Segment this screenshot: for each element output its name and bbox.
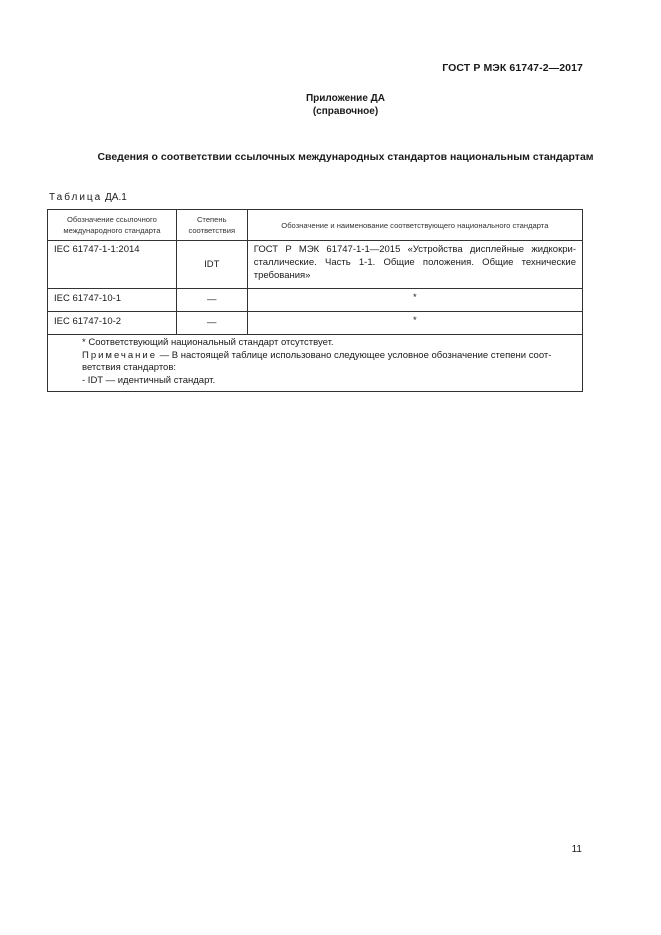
- cell-national-standard: ГОСТ Р МЭК 61747-1-1—2015 «Устройства дисплейные жидкокри-сталлические. Часть 1-1. Общие положения. Общие технические требования»: [247, 241, 582, 289]
- cell-intl-standard: IEC 61747-10-2: [48, 312, 177, 335]
- cell-degree: —: [176, 312, 247, 335]
- column-header-intl: Обозначение ссылочного международного стандарта: [48, 210, 177, 241]
- table-caption-prefix: Таблица: [49, 192, 103, 203]
- standard-code-header: ГОСТ Р МЭК 61747-2—2017: [442, 62, 583, 74]
- table-row: [48, 289, 583, 312]
- correspondence-table: [47, 209, 583, 392]
- cell-degree: IDT: [176, 241, 247, 289]
- table-row: [48, 312, 583, 335]
- table-caption: [49, 192, 127, 203]
- section-title: Сведения о соответствии ссылочных международных стандартов национальным стандартам: [97, 151, 594, 163]
- table-row: [48, 241, 583, 289]
- note-paragraph: [54, 350, 576, 375]
- table-notes: [48, 335, 583, 392]
- column-header-national: Обозначение и наименование соответствующего национального стандарта: [247, 210, 582, 241]
- cell-national-standard: *: [247, 289, 582, 312]
- note-text: — В настоящей таблице использовано следующее условное обозначение степени соот-ветствия стандартов:: [82, 349, 552, 373]
- appendix-title: Приложение ДА: [305, 93, 386, 104]
- appendix-subtitle: (справочное): [312, 106, 379, 117]
- cell-national-standard: *: [247, 312, 582, 335]
- table-header-row: [48, 210, 583, 241]
- cell-intl-standard: IEC 61747-1-1:2014: [48, 241, 177, 289]
- appendix-heading: [0, 92, 661, 118]
- cell-degree: —: [176, 289, 247, 312]
- legend-text: - IDT — идентичный стандарт.: [82, 374, 216, 386]
- table-caption-number: ДА.1: [105, 192, 127, 203]
- cell-intl-standard: IEC 61747-10-1: [48, 289, 177, 312]
- note-label: Примечание: [82, 349, 157, 361]
- footnote-text: * Соответствующий национальный стандарт отсутствует.: [82, 337, 334, 348]
- table-notes-row: [48, 335, 583, 392]
- page-number: 11: [571, 844, 582, 855]
- column-header-degree: Степень соответствия: [176, 210, 247, 241]
